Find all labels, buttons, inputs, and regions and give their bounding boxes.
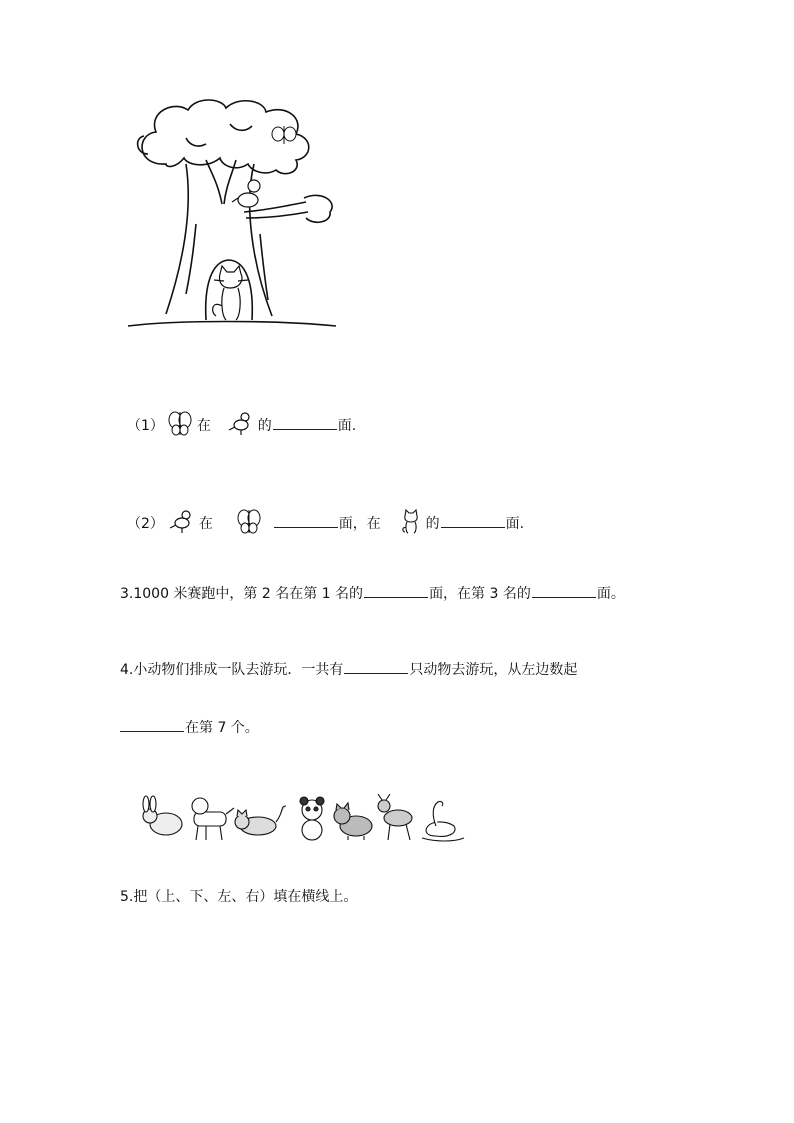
question-4-line1 <box>120 659 577 680</box>
sub-question-number: （1） <box>127 418 164 434</box>
swan-icon <box>422 801 464 841</box>
answer-blank[interactable] <box>344 659 408 674</box>
cat-icon <box>401 508 421 534</box>
bird-icon <box>227 410 253 436</box>
bird-icon <box>168 508 194 534</box>
rabbit-icon <box>143 796 182 835</box>
animal-row <box>136 792 466 842</box>
q4-text-3: 在第 7 个。 <box>185 720 259 736</box>
word-mian: 面. <box>505 516 525 532</box>
question-3 <box>120 583 625 604</box>
question-5 <box>120 887 357 907</box>
word-mian: 面. <box>337 418 357 434</box>
answer-blank[interactable] <box>120 717 184 732</box>
sub-question-number: （2） <box>127 516 164 532</box>
raccoon-icon <box>334 803 372 840</box>
q3-text-3: 面。 <box>596 586 625 602</box>
answer-blank[interactable] <box>274 513 338 528</box>
word-de: 的 <box>257 418 272 434</box>
deer-icon <box>378 794 412 840</box>
word-de: 的 <box>425 516 440 532</box>
q5-text: 5.把（上、下、左、右）填在横线上。 <box>120 889 358 905</box>
butterfly-icon <box>168 410 192 436</box>
panda-icon <box>300 797 324 840</box>
q3-text-1: 3.1000 米赛跑中，第 2 名在第 1 名的 <box>120 586 364 602</box>
butterfly-icon <box>237 508 261 534</box>
q4-text-2: 只动物去游玩，从左边数起 <box>409 662 578 678</box>
q3-text-2: 面，在第 3 名的 <box>429 586 531 602</box>
question-4-line2 <box>120 717 259 738</box>
answer-blank[interactable] <box>532 583 596 598</box>
answer-blank[interactable] <box>364 583 428 598</box>
word-mian-zai: 面，在 <box>338 516 381 532</box>
cat-icon <box>235 806 286 835</box>
answer-blank[interactable] <box>441 513 505 528</box>
question-1-sub2 <box>127 508 524 534</box>
tree-illustration <box>126 94 338 330</box>
word-zai: 在 <box>196 418 211 434</box>
q4-text-1: 4.小动物们排成一队去游玩．一共有 <box>120 662 344 678</box>
dog-icon <box>192 798 234 840</box>
word-zai: 在 <box>198 516 213 532</box>
answer-blank[interactable] <box>273 415 337 430</box>
question-1-sub1 <box>127 410 356 436</box>
